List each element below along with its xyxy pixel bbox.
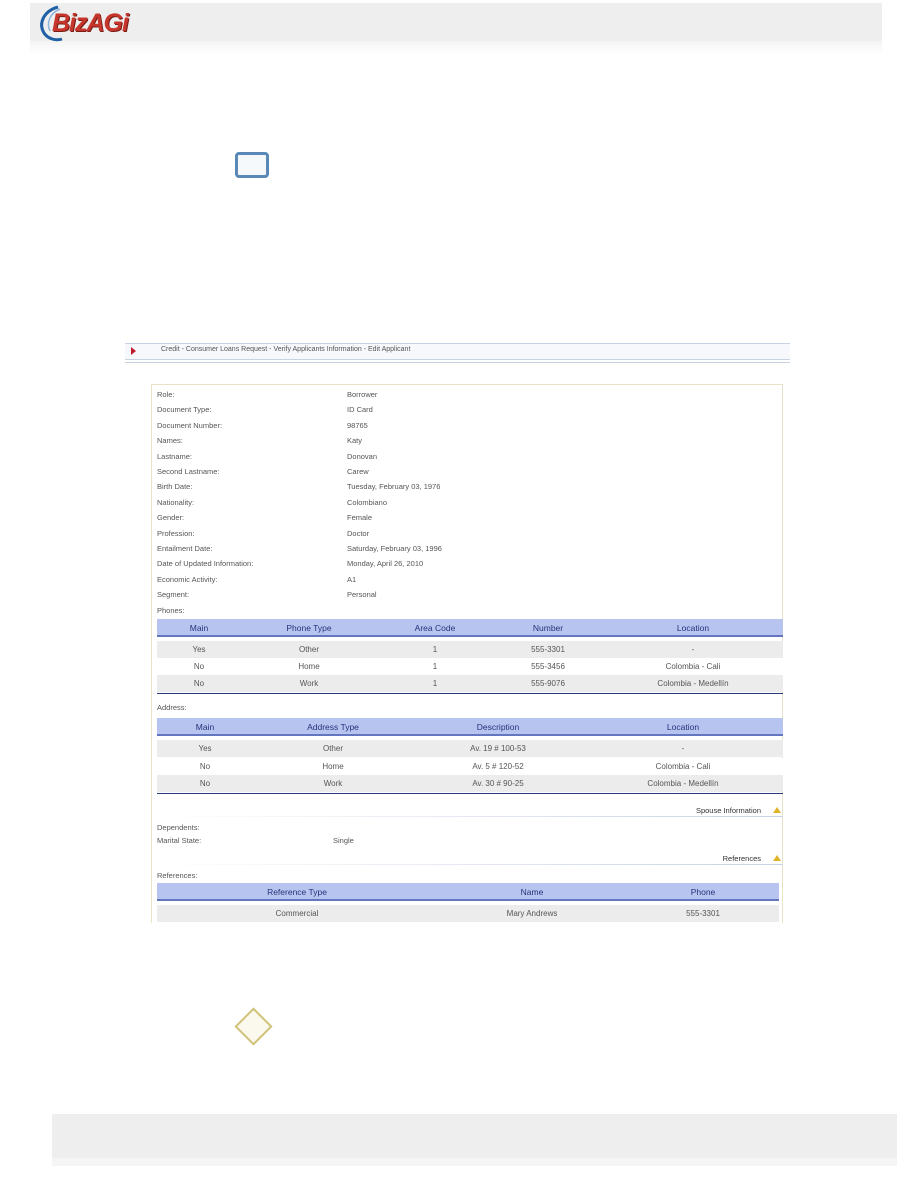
marital-state-row: [157, 834, 777, 848]
column-header[interactable]: Main: [189, 623, 209, 633]
field-row: [157, 588, 777, 602]
field-label: Gender:: [157, 513, 185, 523]
column-header[interactable]: Main: [195, 722, 215, 732]
table-cell: 555-3301: [531, 645, 565, 654]
table-cell: -: [681, 744, 685, 753]
table-cell: 1: [432, 645, 438, 654]
field-label: Lastname:: [157, 451, 193, 461]
field-label: Economic Activity:: [157, 574, 218, 584]
table-row[interactable]: [157, 675, 783, 692]
grid-bottom-border: [157, 693, 783, 694]
field-label: Entailment Date:: [157, 544, 213, 553]
applicant-form: [151, 384, 783, 923]
column-header[interactable]: Area Code: [414, 623, 456, 633]
column-header[interactable]: Reference Type: [267, 887, 327, 897]
marital-state-value: Single: [333, 836, 354, 845]
field-value: ID Card: [347, 405, 373, 415]
field-value: Doctor: [347, 528, 370, 538]
table-cell: Colombia - Cali: [655, 762, 711, 771]
field-row: [157, 434, 777, 448]
column-header[interactable]: Phone: [690, 887, 716, 897]
column-header[interactable]: Location: [676, 623, 710, 633]
footer-shadow: [52, 1158, 897, 1166]
section-divider: [157, 864, 783, 865]
field-label: Phones:: [157, 605, 185, 615]
field-row: [157, 542, 777, 556]
collapse-triangle-icon[interactable]: [773, 855, 781, 861]
field-label: Nationality:: [157, 497, 195, 507]
field-value: Saturday, February 03, 1996: [347, 544, 442, 553]
table-cell: -: [691, 645, 695, 654]
table-row[interactable]: [157, 740, 783, 757]
table-cell: Av. 5 # 120-52: [472, 762, 524, 771]
field-label: Birth Date:: [157, 482, 193, 492]
table-cell: 555-9076: [531, 679, 565, 688]
section-divider: [157, 816, 783, 817]
table-cell: Home: [298, 662, 320, 671]
breadcrumb-text: Credit - Consumer Loans Request - Verify Applicants Information - Edit Applicant: [161, 346, 411, 353]
field-row: [157, 450, 777, 464]
field-value: Personal: [347, 590, 377, 600]
field-label: Role:: [157, 390, 175, 399]
grid-bottom-border: [157, 793, 783, 794]
table-row[interactable]: [157, 905, 779, 922]
address-grid-header: [157, 718, 783, 736]
table-cell: Colombia - Medellín: [647, 779, 719, 788]
table-cell: Av. 19 # 100-53: [470, 744, 526, 753]
references-section[interactable]: [157, 853, 783, 867]
breadcrumb: [125, 343, 790, 360]
table-cell: No: [193, 679, 205, 688]
column-header[interactable]: Location: [666, 722, 700, 732]
address-label-row: [157, 701, 777, 715]
column-header[interactable]: Phone Type: [286, 623, 332, 633]
field-value: Carew: [347, 467, 369, 476]
table-cell: No: [193, 662, 205, 671]
references-grid: [157, 883, 779, 923]
field-row: [157, 480, 777, 494]
field-row: [157, 527, 777, 541]
field-label: Date of Updated Information:: [157, 559, 254, 569]
table-cell: Commercial: [275, 909, 319, 918]
field-value: A1: [347, 574, 357, 584]
table-cell: Other: [298, 645, 319, 654]
field-value: Tuesday, February 03, 1976: [347, 482, 441, 492]
footer-band: [52, 1114, 897, 1158]
table-cell: 1: [432, 662, 438, 671]
table-cell: Other: [322, 744, 343, 753]
header-band: [30, 3, 882, 41]
field-label: Names:: [157, 436, 183, 446]
dependents-label: Dependents:: [157, 823, 200, 832]
table-cell: Av. 30 # 90-25: [472, 779, 524, 788]
table-cell: Colombia - Cali: [665, 662, 721, 671]
dependents-row: [157, 821, 777, 835]
logo-text: BizAGi: [52, 9, 128, 37]
field-value: Katy: [347, 436, 363, 446]
field-row: [157, 419, 777, 433]
field-row: [157, 604, 777, 618]
form-screenshot: [125, 343, 790, 923]
table-cell: Yes: [192, 645, 206, 654]
address-grid: [157, 718, 783, 794]
table-cell: No: [199, 779, 211, 788]
field-row: [157, 388, 777, 402]
table-cell: 555-3301: [686, 909, 720, 918]
field-value: Female: [347, 513, 373, 523]
field-row: [157, 496, 777, 510]
spouse-information-section[interactable]: [157, 805, 783, 819]
field-label: Document Number:: [157, 420, 223, 430]
table-cell: Mary Andrews: [506, 909, 558, 918]
table-cell: Home: [322, 762, 344, 771]
column-header[interactable]: Address Type: [307, 722, 359, 732]
column-header[interactable]: Description: [476, 722, 520, 732]
references-label: References:: [157, 871, 198, 880]
references-title[interactable]: References: [722, 854, 761, 863]
field-label: Segment:: [157, 590, 190, 600]
field-value: Monday, April 26, 2010: [347, 559, 424, 569]
table-row[interactable]: [157, 641, 783, 658]
phones-grid-header: [157, 619, 783, 637]
breadcrumb-divider: [125, 362, 790, 363]
field-label: Profession:: [157, 528, 195, 538]
table-cell: Yes: [198, 744, 212, 753]
task-icon: [235, 152, 269, 178]
table-row[interactable]: [157, 775, 783, 792]
table-row[interactable]: [157, 658, 783, 675]
table-cell: 1: [432, 679, 438, 688]
field-value: Borrower: [347, 390, 378, 399]
field-row: [157, 403, 777, 417]
collapse-triangle-icon[interactable]: [773, 807, 781, 813]
table-cell: Work: [299, 679, 319, 688]
table-cell: Colombia - Medellín: [657, 679, 729, 688]
gateway-icon: [234, 1007, 272, 1045]
column-header[interactable]: Number: [532, 623, 564, 633]
table-cell: 555-3456: [531, 662, 565, 671]
field-value: Donovan: [347, 451, 378, 461]
field-label: Second Lastname:: [157, 467, 220, 476]
address-label: Address:: [157, 703, 187, 712]
references-label-row: [157, 869, 777, 883]
column-header[interactable]: Name: [520, 887, 544, 897]
table-cell: No: [199, 762, 211, 771]
field-row: [157, 557, 777, 571]
field-value: 98765: [347, 420, 368, 430]
field-row: [157, 511, 777, 525]
spouse-information-title[interactable]: Spouse Information: [695, 806, 761, 815]
table-row[interactable]: [157, 758, 783, 775]
table-cell: Work: [323, 779, 343, 788]
field-row: [157, 573, 777, 587]
header-shadow: [30, 41, 882, 55]
references-grid-header: [157, 883, 779, 901]
marital-state-label: Marital State:: [157, 836, 202, 845]
breadcrumb-arrow-icon: [131, 347, 136, 355]
field-row: [157, 465, 777, 479]
field-label: Document Type:: [157, 405, 212, 415]
phones-grid: [157, 619, 783, 694]
field-value: Colombiano: [347, 497, 388, 507]
